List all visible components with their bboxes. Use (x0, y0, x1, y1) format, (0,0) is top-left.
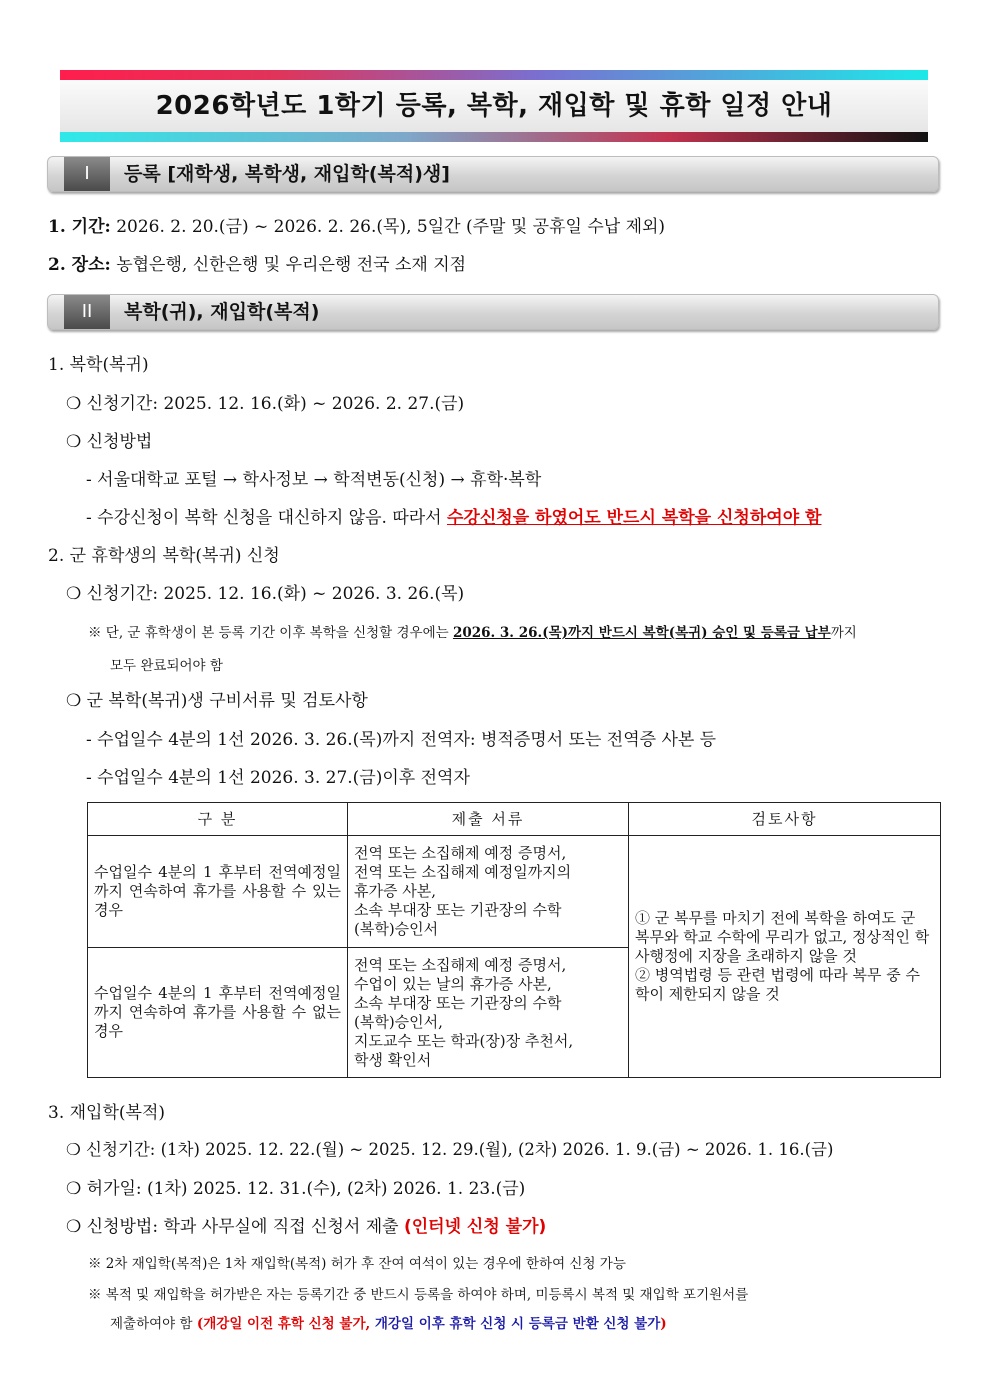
section-1-number: I (64, 157, 110, 191)
registration-place-label: 2. 장소: (48, 255, 111, 275)
readmission-note-1: ※ 2차 재입학(복적)은 1차 재입학(복적) 허가 후 잔여 여석이 있는 경우에 한하여 신청 가능 (88, 1256, 626, 1272)
doc-line: 전역 또는 소집해제 예정일까지의 (354, 863, 572, 881)
table-cell-review: ① 군 복무를 마치기 전에 복학을 하여도 군 복무와 학교 수학에 무리가 없고, 정상적인 학사행정에 지장을 초래하지 않을 것 ② 병역법령 등 관련 법령에 따라 복무 중 수학이 제한되지 않을 것 (629, 836, 941, 1078)
registration-period (48, 212, 665, 237)
doc-line: 수업이 있는 날의 휴가증 사본, (354, 974, 552, 993)
military-docs-dash2: - 수업일수 4분의 1선 2026. 3. 27.(금)이후 전역자 (86, 768, 470, 788)
table-header-row (88, 803, 941, 836)
return-method: ❍ 신청방법 (66, 432, 153, 452)
doc-line: 휴가증 사본, (354, 882, 436, 900)
section-2-header (47, 294, 939, 330)
registration-period-text: 2026. 2. 20.(금) ~ 2026. 2. 26.(목), 5일간 (주말 및 공휴일 수납 제외) (110, 217, 666, 237)
return-period: ❍ 신청기간: 2025. 12. 16.(화) ~ 2026. 2. 27.(금) (66, 394, 465, 414)
table-row (88, 836, 941, 948)
readmission-method (66, 1212, 546, 1237)
military-docs-heading: ❍ 군 복학(복귀)생 구비서류 및 검토사항 (66, 691, 368, 711)
military-note (88, 621, 857, 641)
return-path: - 서울대학교 포털 → 학사정보 → 학적변동(신청) → 휴학·복학 (86, 470, 542, 490)
return-note-text: - 수강신청이 복학 신청을 대신하지 않음. 따라서 (86, 508, 447, 528)
readmission-note-3-text: 제출하여야 함 (110, 1316, 197, 1332)
military-period: ❍ 신청기간: 2025. 12. 16.(화) ~ 2026. 3. 26.(목) (66, 584, 465, 604)
readmission-note-3-blue: 개강일 이후 휴학 신청 시 등록금 반환 신청 불가 (370, 1316, 661, 1332)
title-banner (60, 70, 928, 142)
readmission-note-3 (110, 1312, 667, 1332)
page-title: 2026학년도 1학기 등록, 복학, 재입학 및 휴학 일정 안내 (155, 91, 833, 121)
military-docs-table (87, 802, 941, 1078)
military-note-suffix: 까지 (830, 625, 857, 641)
readmission-heading: 3. 재입학(복적) (48, 1103, 165, 1123)
registration-place-text: 농협은행, 신한은행 및 우리은행 전국 소재 지점 (110, 255, 467, 275)
readmission-period: ❍ 신청기간: (1차) 2025. 12. 22.(월) ~ 2025. 12. 29.(월), (2차) 2026. 1. 9.(금) ~ 2026. 1. 16.(금) (66, 1140, 834, 1159)
registration-period-label: 1. 기간: (48, 217, 111, 237)
title-top-bar (60, 70, 928, 80)
doc-line: 학생 확인서 (354, 1050, 432, 1069)
readmission-note-2: ※ 복적 및 재입학을 허가받은 자는 등록기간 중 반드시 등록을 하여야 하며, 미등록시 복적 및 재입학 포기원서를 (88, 1287, 749, 1303)
military-docs-dash1: - 수업일수 4분의 1선 2026. 3. 26.(목)까지 전역자: 병적증명서 또는 전역증 사본 등 (86, 730, 717, 750)
return-note (86, 503, 821, 528)
doc-line: 소속 부대장 또는 기관장의 수학 (354, 901, 562, 919)
doc-line: 지도교수 또는 학과(장)장 추천서, (354, 1031, 574, 1050)
table-header: 구 분 (88, 803, 348, 836)
table-header: 제출 서류 (348, 803, 629, 836)
doc-line: 소속 부대장 또는 기관장의 수학 (354, 993, 562, 1012)
section-2-title: 복학(귀), 재입학(복적) (124, 301, 320, 323)
military-note-line2: 모두 완료되어야 함 (110, 658, 223, 674)
doc-line: (복학)승인서, (354, 1012, 443, 1031)
readmission-method-warning: (인터넷 신청 불가) (403, 1217, 547, 1237)
section-1-title: 등록 [재학생, 복학생, 재입학(복적)생] (124, 163, 450, 185)
table-cell-docs (348, 836, 629, 948)
military-heading: 2. 군 휴학생의 복학(복귀) 신청 (48, 546, 280, 566)
doc-line: 전역 또는 소집해제 예정 증명서, (354, 844, 567, 862)
section-2-number: II (64, 295, 110, 329)
doc-line: 전역 또는 소집해제 예정 증명서, (354, 955, 567, 974)
readmission-note-3-close: ) (660, 1316, 667, 1332)
readmission-note-3-red: (개강일 이전 휴학 신청 불가, (196, 1316, 371, 1332)
doc-line: (복학)승인서 (354, 920, 439, 938)
registration-place (48, 250, 466, 275)
return-heading: 1. 복학(복귀) (48, 355, 149, 375)
readmission-permit-date: ❍ 허가일: (1차) 2025. 12. 31.(수), (2차) 2026. 1. 23.(금) (66, 1179, 526, 1199)
title-bottom-bar (60, 132, 928, 142)
table-cell-docs (348, 948, 629, 1078)
return-note-warning: 수강신청을 하였어도 반드시 복학을 신청하여야 함 (447, 508, 822, 528)
table-header: 검토사항 (629, 803, 941, 836)
table-cell-category: 수업일수 4분의 1 후부터 전역예정일까지 연속하여 휴가를 사용할 수 없는 경우 (88, 948, 348, 1078)
military-note-text: ※ 단, 군 휴학생이 본 등록 기간 이후 복학을 신청할 경우에는 (88, 625, 453, 641)
military-note-deadline: 2026. 3. 26.(목)까지 반드시 복학(복귀) 승인 및 등록금 납부 (452, 625, 831, 641)
readmission-method-text: ❍ 신청방법: 학과 사무실에 직접 신청서 제출 (66, 1217, 404, 1237)
table-cell-category: 수업일수 4분의 1 후부터 전역예정일까지 연속하여 휴가를 사용할 수 있는 경우 (88, 836, 348, 948)
section-1-header (47, 156, 939, 192)
